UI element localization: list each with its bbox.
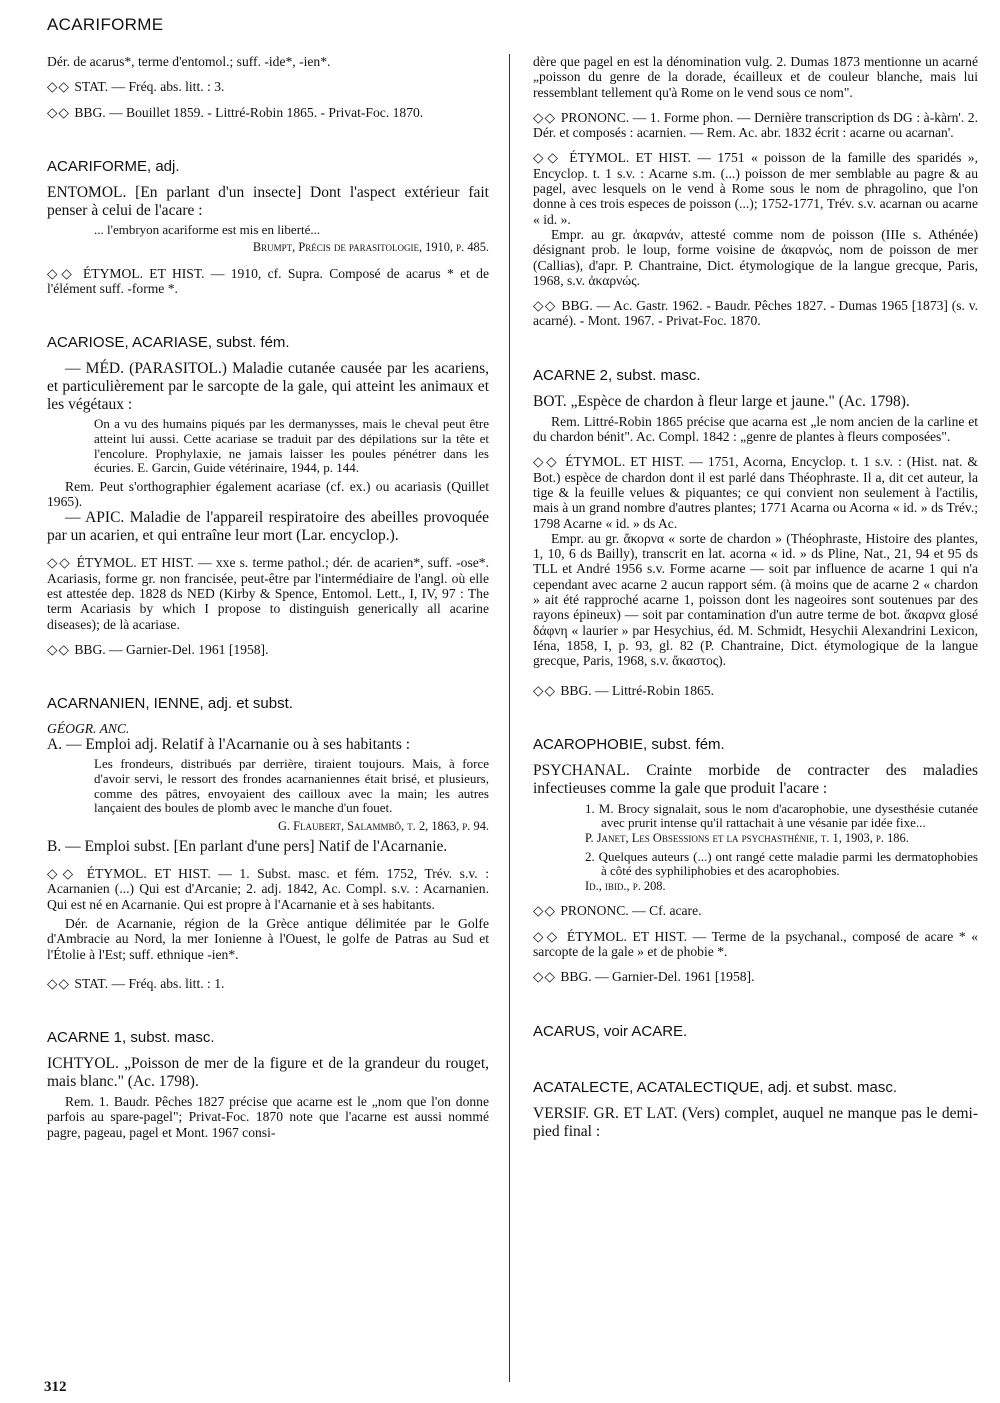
entry-heading: ACARNE 2, subst. masc.: [533, 366, 701, 384]
etymology-paragraph: ◇◇ ÉTYMOL. ET HIST. — 1. Subst. masc. et fém. 1752, Trév. s.v. : Acarnanien (...) Qui est d'Arcanie; 2. adj. 1842, Ac. Compl. s.v. : Acarnanien. Qui est né en Acarnanie. Qui est propre à l'Acarnanie et à ses habitants.: [47, 866, 489, 912]
column-rule: [509, 54, 510, 1382]
citation: 2. Quelques auteurs (...) ont rangé cette maladie parmi les dermatophobies à côté des syphiliphobies et des acarophobies.: [585, 848, 978, 879]
definition: A. — Emploi adj. Relatif à l'Acarnanie ou à ses habitants :: [47, 736, 411, 754]
running-head: ACARIFORME: [47, 15, 164, 34]
citation-source: Brumpt, Précis de parasitologie, 1910, p. 485.: [252, 240, 489, 255]
bibliography-line: ◇◇ BBG. — Ac. Gastr. 1962. - Baudr. Pêches 1827. - Dumas 1965 [1873] (s. v. acarné). - Mont. 1967. - Privat-Foc. 1870.: [533, 298, 978, 329]
citation: 1. M. Brocy signalait, sous le nom d'acarophobie, une dysesthésie cutanée avec prurit intense qu'il rattachait à une vésanie par idée fixe...: [585, 800, 978, 831]
borrowing-paragraph: Empr. au gr. ἀκαρνάν, attesté comme nom de poisson (IIIe s. Athénée) désignant prob. le loup, forme voisine de ἀκαρνώς, nom de poisson de mer (Callias), d'apr. P. Chantraine, Dict. étymologique de la langue grecque, Paris, 1968, s.v. ἀκαρνώς.: [533, 226, 978, 288]
definition: VERSIF. GR. ET LAT. (Vers) complet, auquel ne manque pas le demi-pied final :: [533, 1104, 978, 1140]
citation-source: P. Janet, Les Obsessions et la psychasthénie, t. 1, 1903, p. 186.: [585, 830, 909, 845]
bibliography-line: ◇◇ BBG. — Garnier-Del. 1961 [1958].: [533, 969, 978, 984]
pronunciation-paragraph: ◇◇ PRONONC. — 1. Forme phon. — Dernière transcription ds DG : à-kàrn'. 2. Dér. et composés : acarnien. — Rem. Ac. abr. 1832 écrit : acarne ou acarnan'.: [533, 110, 978, 141]
citation: Les frondeurs, distribués par derrière, tiraient toujours. Mais, à force d'avoir servi, le ressort des frondes acarnaniennes était brisé, et plusieurs, comme des pâtres, envoyaient des cailloux avec la main; les autres lançaient des boules de plomb avec le manche d'un fouet.: [94, 756, 489, 816]
definition: — APIC. Maladie de l'appareil respiratoire des abeilles provoquée par un acarien, et qui entraîne leur mort (Lar. encyclop.).: [47, 509, 489, 545]
pronunciation-paragraph: ◇◇ PRONONC. — Cf. acare.: [533, 903, 978, 918]
definition: B. — Emploi subst. [En parlant d'une pers] Natif de l'Acarnanie.: [47, 838, 448, 856]
page-number: 312: [44, 1379, 67, 1395]
remark-continued: dère que pagel en est la dénomination vulg. 2. Dumas 1873 mentionne un acarné „poisson du genre de la dorade, écailleux et de couleur blanche, mais lui ressemblant tellement qu'à Rome on le vend sous ce nom".: [533, 54, 978, 100]
definition: ENTOMOL. [En parlant d'un insecte] Dont l'aspect extérieur fait penser à celui de l'acare :: [47, 183, 489, 219]
etymology-paragraph: ◇◇ ÉTYMOL. ET HIST. — 1751 « poisson de la famille des sparidés », Encyclop. t. 1 s.v. : Acarne s.m. (...) poisson de mer semblable au pagre & au pagel, avec lesquels on le vend à Rome sous le nom de phragolino, que l'on donne à ces trois especes de poisson (...); 1752-1771, Trév. s.v. acarnan ou acarne « id. ».: [533, 150, 978, 226]
bibliography-line: ◇◇ BBG. — Littré-Robin 1865.: [533, 683, 978, 698]
bibliography-line: ◇◇ BBG. — Bouillet 1859. - Littré-Robin 1865. - Privat-Foc. 1870.: [47, 105, 489, 120]
citation-source: G. Flaubert, Salammbô, t. 2, 1863, p. 94.: [277, 818, 489, 833]
borrowing-paragraph: Empr. au gr. ἄκορνα « sorte de chardon » (Théophraste, Histoire des plantes, 1, 10, 6 ds Bailly), transcrit en lat. acorna « id. » ds Pline, Nat., 21, 94 et 95 ds TLL et André 1956 s.v. Forme acarne — soit par influence de acarne 1 qui n'a cependant avec acarne 2 aucun rapport sém. (à moins que de acarne 2 « chardon » ait été rapproché acarne 1, poisson dont les nageoires sont soutenues par des rayons épineux) — soit par contamination d'un autre terme de bot. ἄκαρνα glosé δάφνη « laurier » par Hesychius, éd. M. Schmidt, Hesychii Alexandrini Lexicon, Iéna, 1858, I, p. 93, gl. 82 (P. Chantraine, Dict. étymologique de la langue grecque, Paris, 1968, s.v. ἄκαστος).: [533, 530, 978, 669]
definition: ICHTYOL. „Poisson de mer de la figure et de la grandeur du rouget, mais blanc." (Ac. 1798).: [47, 1055, 489, 1091]
remark: Rem. Peut s'orthographier également acariase (cf. ex.) ou acariasis (Quillet 1965).: [47, 478, 489, 510]
etymology-paragraph: ◇◇ ÉTYMOL. ET HIST. — 1910, cf. Supra. Composé de acarus * et de l'élément suff. -forme *.: [47, 266, 489, 297]
citation: On a vu des humains piqués par les dermanysses, mais le cheval peut être atteint lui aussi. Cette acariase se traduit par des dépilations sur la tête et l'encolure. Prophylaxie, ne jamais laisser les poules pénétrer dans les écuries. E. Garcin, Guide vétérinaire, 1944, p. 144.: [94, 416, 489, 476]
numbered-citations: [585, 802, 978, 894]
right-column: [533, 54, 978, 1141]
derivation-paragraph: Dér. de Acarnanie, région de la Grèce antique délimitée par le Golfe d'Ambracie au Nord, la mer Ionienne à l'Ouest, le golfe de Patras au Sud et l'Étolie à l'Est; suff. ethnique -ien*.: [47, 915, 489, 962]
remark: Rem. 1. Baudr. Pêches 1827 précise que acarne est le „nom que l'on donne parfois au spare-pagel"; Privat-Foc. 1870 note que l'acarne est aussi nommé pagre, pageau, pagel et Mont. 1967 consi-: [47, 1094, 489, 1140]
bibliography-line: ◇◇ BBG. — Garnier-Del. 1961 [1958].: [47, 642, 489, 657]
stat-line: ◇◇ STAT. — Fréq. abs. litt. : 3.: [47, 79, 489, 94]
entry-heading: ACAROPHOBIE, subst. fém.: [533, 735, 725, 753]
etymology-paragraph: ◇◇ ÉTYMOL. ET HIST. — 1751, Acorna, Encyclop. t. 1 s.v. : (Hist. nat. & Bot.) espèce de chardon dont il est parlé dans Théophraste. Il a, dit cet auteur, la tige & la feuille velues & piquantes; ce qui convient non seulement à l'actilis, mais à un grand nombre d'autres plantes; 1771 Acarna ou Acorna « id. » ds Trév.; 1798 Acarne « id. » ds Ac.: [533, 454, 978, 530]
domain-label: GÉOGR. ANC.: [47, 721, 130, 737]
citation: ... l'embryon acariforme est mis en liberté...: [94, 221, 321, 237]
entry-heading: ACARNE 1, subst. masc.: [47, 1029, 215, 1047]
definition: PSYCHANAL. Crainte morbide de contracter des maladies infectieuses comme la gale que produit l'acare :: [533, 761, 978, 797]
definition: BOT. „Espèce de chardon à fleur large et jaune." (Ac. 1798).: [533, 392, 910, 410]
stat-line: ◇◇ STAT. — Fréq. abs. litt. : 1.: [47, 976, 489, 991]
cross-reference-heading: ACARUS, voir ACARE.: [533, 1022, 688, 1040]
entry-heading: ACATALECTE, ACATALECTIQUE, adj. et subst. masc.: [533, 1078, 897, 1096]
entry-heading: ACARIFORME, adj.: [47, 157, 180, 175]
etymology-paragraph: ◇◇ ÉTYMOL. ET HIST. — xxe s. terme pathol.; dér. de acarien*, suff. -ose*. Acariasis, forme gr. non francisée, peut-être par l'intermédiaire de l'angl. où elle est attestée dep. 1828 ds NED (Kirby & Spence, Entomol. Lett., I, IV, 97 : The term Acariasis by which I propose to distinguish generically all acarine diseases); de là acariase.: [47, 555, 489, 631]
definition: — MÉD. (PARASITOL.) Maladie cutanée causée par les acariens, et particulièrement par le sarcopte de la gale, qui atteint les animaux et les végétaux :: [47, 360, 489, 414]
remark: Rem. Littré-Robin 1865 précise que acarna est „le nom ancien de la carline et du chardon bénit". Ac. Compl. 1842 : „genre de plantes à fleurs composées".: [533, 413, 978, 445]
entry-heading: ACARIOSE, ACARIASE, subst. fém.: [47, 334, 290, 352]
entry-heading: ACARNANIEN, IENNE, adj. et subst.: [47, 695, 293, 713]
citation-source: Id., ibid., p. 208.: [585, 878, 666, 893]
etymology-paragraph: ◇◇ ÉTYMOL. ET HIST. — Terme de la psychanal., composé de acare * « sarcopte de la gale » et de phobie *.: [533, 929, 978, 960]
left-column: [47, 54, 489, 1140]
etymology-line: Dér. de acarus*, terme d'entomol.; suff. -ide*, -ien*.: [47, 54, 331, 69]
